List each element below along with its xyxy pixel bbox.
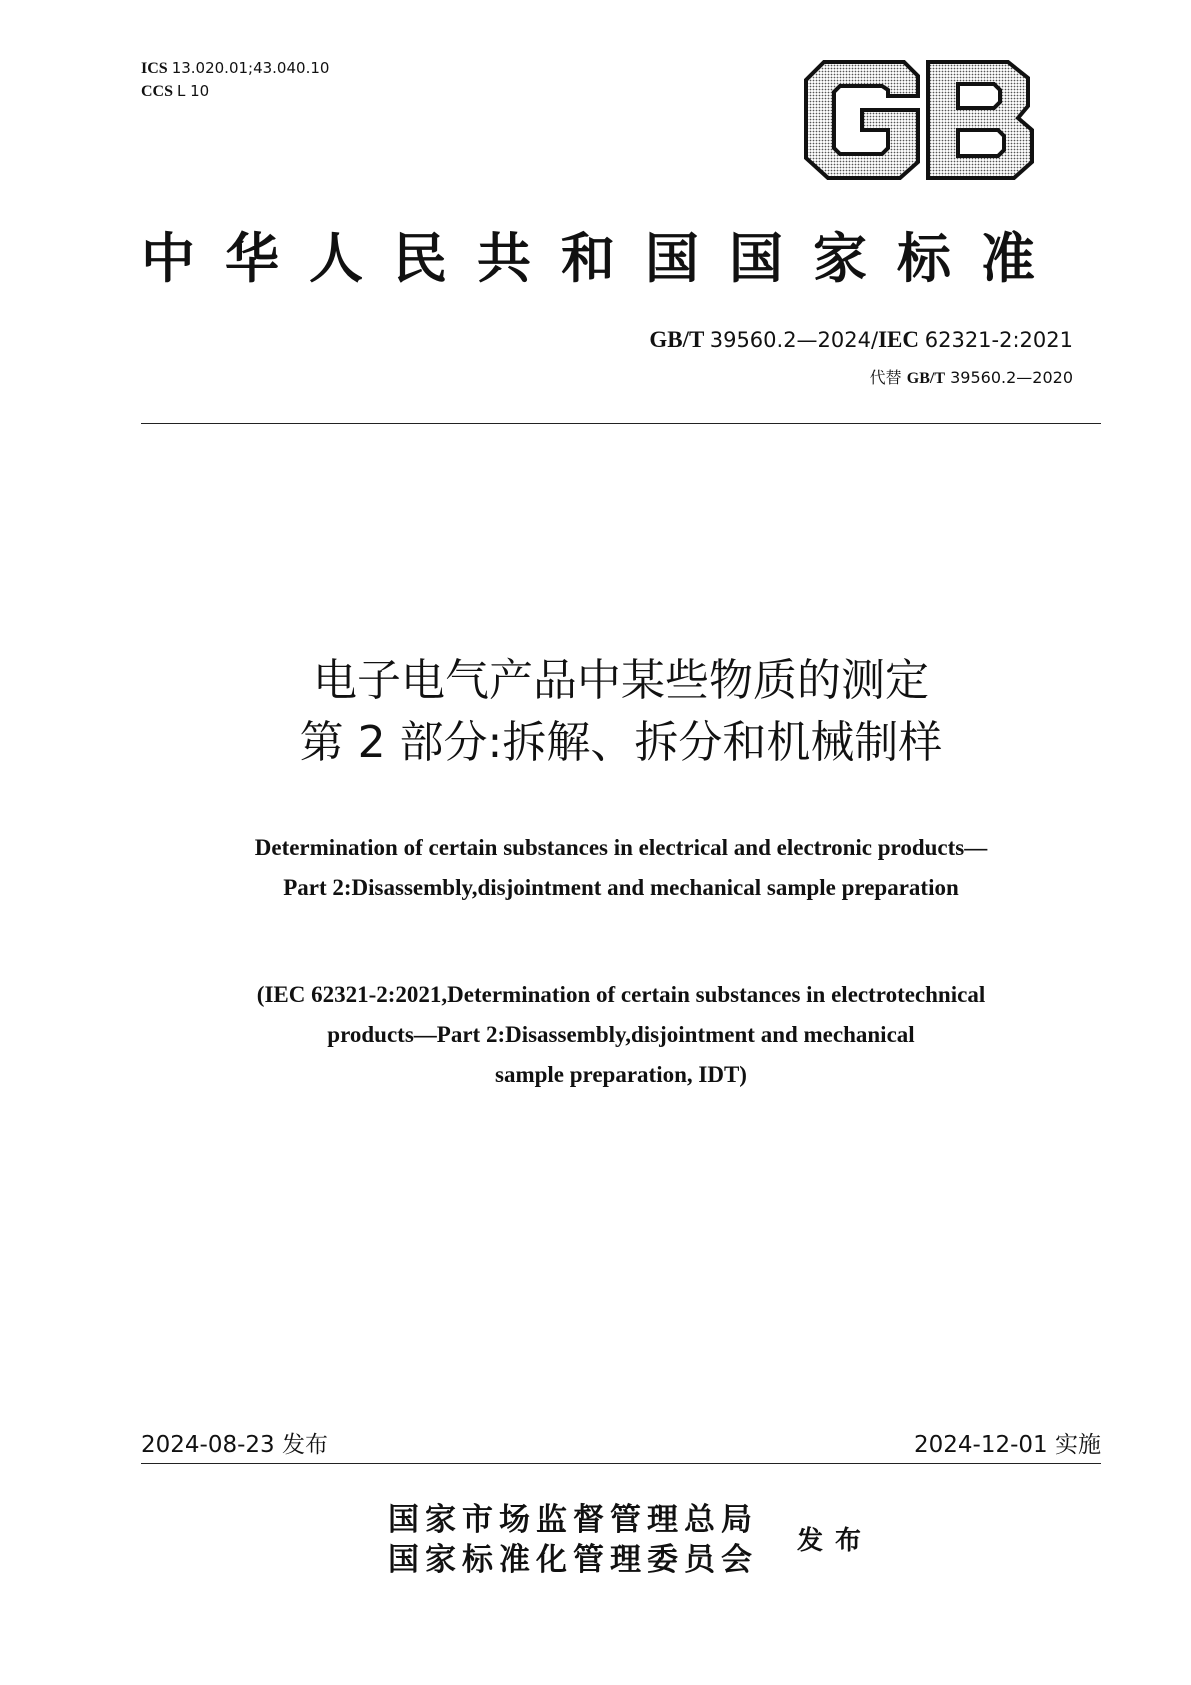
iec-reference-line2: products—Part 2:Disassembly,disjointment and mechanical (327, 1022, 915, 1047)
ics-code: ICS 13.020.01;43.040.10 (141, 59, 330, 77)
english-title-line2: Part 2:Disassembly,disjointment and mechanical sample preparation (283, 875, 959, 900)
english-title-line1: Determination of certain substances in electrical and electronic products— (254, 835, 988, 860)
ccs-code: CCS L 10 (141, 82, 210, 100)
footer-divider (141, 1463, 1101, 1464)
issuer-sac: 国家标准化管理委员会 (388, 1542, 758, 1578)
national-standard-title: 中华人民共和国国家标准 (141, 226, 1065, 290)
chinese-title (141, 650, 1101, 774)
implementation-date: 2024-12-01 实施 (914, 1432, 1101, 1458)
issue-label: 发布 (797, 1526, 874, 1556)
chinese-title-line2: 第 2 部分:拆解、拆分和机械制样 (299, 717, 943, 768)
classification-codes (141, 57, 329, 103)
chinese-title-line1: 电子电气产品中某些物质的测定 (313, 655, 929, 706)
replaces-standard: 代替 GB/T 39560.2—2020 (869, 368, 1073, 387)
issue-date: 2024-08-23 发布 (141, 1432, 328, 1458)
iec-reference-line1: (IEC 62321-2:2021,Determination of certain substances in electrotechnical (256, 982, 986, 1007)
english-title (141, 828, 1101, 908)
standard-code: GB/T 39560.2—2024/IEC 62321-2:2021 (649, 327, 1073, 352)
header-divider (141, 423, 1101, 424)
issuing-authorities (388, 1500, 758, 1580)
iec-reference (141, 975, 1101, 1095)
issuer-samr: 国家市场监督管理总局 (388, 1502, 758, 1538)
iec-reference-line3: sample preparation, IDT) (495, 1062, 747, 1087)
gb-logo-icon (800, 58, 1040, 181)
